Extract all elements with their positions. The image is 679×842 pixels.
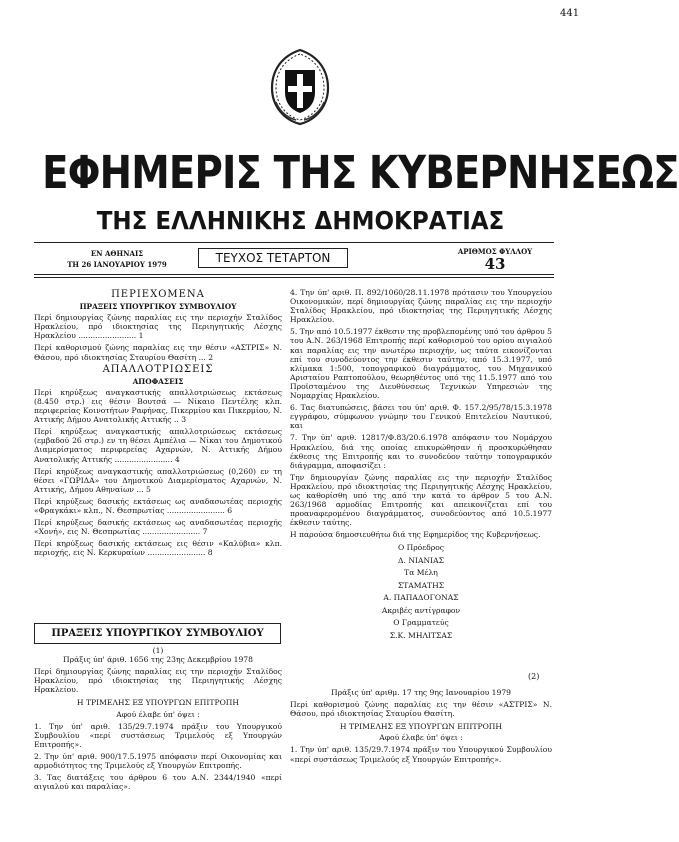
signature-block — [290, 543, 552, 640]
signature-line: Δ. ΝΙΑΝΙΑΣ — [398, 555, 444, 565]
numbered-item: 1. Την ύπ' αριθ. 135/29.7.1974 πράξιν του Υπουργικού Συμβουλίου «περί συστάσεως Τριμελούς εξ Υπουργών Επιτροπής». — [290, 745, 552, 764]
masthead-rule-bottom — [34, 274, 554, 275]
act1-subject: Περί δημιουργίας ζώνης παραλίας εις την περιοχήν Σταλίδος Ηρακλείου, πρό ιδιοκτησίας της Περιηγητικής Λέσχης Ηρακλείου. — [34, 667, 282, 695]
committee-title: Η ΤΡΙΜΕΛΗΣ ΕΞ ΥΠΟΥΡΓΩΝ ΕΠΙΤΡΟΠΗ — [339, 722, 503, 732]
gazette-title: ΕΦΗΜΕΡΙΣ ΤΗΣ ΚΥΒΕΡΝΗΣΕΩΣ — [42, 146, 679, 199]
numbered-item: 3. Τας διατάξεις του άρθρου 6 του Α.Ν. 2344/1940 «περί αιγιαλού και παραλίας». — [34, 773, 282, 792]
numbered-item: 2. Την ύπ' αριθ. 900/17.5.1975 απόφασιν περί Οικονομίας και αρμοδιότητος της Τριμελούς εξ Υπουργών Επιτροπής. — [34, 751, 282, 771]
signature-line: Ο Πρόεδρος — [397, 543, 445, 553]
paragraph: 6. Τας διατυπώσεις, βάσει του ύπ' αριθ. Φ. 157.2/95/78/15.3.1978 εγγράφου, σύμφωνον γνώμην του Γενικού Επιτελείου Ναυτικού, και — [290, 403, 552, 431]
having-in-view: Αφού έλαβε ύπ' όψει : — [116, 709, 200, 719]
signature-line: Ο Γραμματεύς — [393, 618, 449, 628]
issue-number-label: ΑΡΙΘΜΟΣ ΦΥΛΛΟΥ — [457, 247, 533, 256]
place-label: ΕΝ ΑΘΗΝΑΙΣ — [90, 249, 144, 258]
paragraph: Η παρούσα δημοσιευθήτω διά της Εφημερίδος της Κυβερνήσεως. — [290, 530, 541, 540]
contents-title: ΠΕΡΙΕΧΟΜΕΝΑ — [111, 289, 205, 300]
issue-number: 43 — [484, 255, 506, 273]
committee-title: Η ΤΡΙΜΕΛΗΣ ΕΞ ΥΠΟΥΡΓΩΝ ΕΠΙΤΡΟΠΗ — [76, 698, 240, 708]
signature-line: Α. ΠΑΠΑΔΟΓΟΝΑΣ — [383, 593, 459, 603]
expropriations-title: ΑΠΑΛΛΟΤΡΙΩΣΕΙΣ — [102, 363, 214, 375]
paragraph: 5. Την από 10.5.1977 έκθεσιν της προβλεπομένης υπό του άρθρου 5 του Α.Ν. 263/1968 Επιτροπής περί καθορισμού του ορίου αιγιαλού και παραλίας εις την ανωτέρω περιοχήν, ως ταύτα εικονίζονται επί του συνοδεύοντος την έκθεσιν ταύτην, από 15.3.1977, υπό κλίμακα 1:500, τοπογραφικού διαγράμματος, του Μηχανικού Αρισταίου Ραπτοπούλου, θεωρηθέντος υπό της 11.5.1977 από του Προϊσταμένου της Διευθύνσεως Τεχνικών Υπηρεσιών της Νομαρχίας Ηρακλείου. — [290, 327, 552, 401]
contents-item: Περί καθορισμού ζώνης παραλίας εις την θέσιν «ΑΣΤΡΙΣ» Ν. Θάσου, πρό ιδιοκτησίας Σταυρίου Θασίτη ... 2 — [34, 343, 282, 362]
expropriation-item: Περί κηρύξεως δασικής εκτάσεως ως αναδασωτέας περιοχής «Χονή», εις Ν. Θεσπρωτίας ........................ 7 — [34, 518, 282, 537]
masthead-rule-top — [34, 242, 554, 243]
paragraph: 4. Την ύπ' αριθ. Π. 892/1060/28.11.1978 πρότασιν του Υπουργείου Οικονομικών, περί δημιουργίας ζώνης παραλίας εις την περιοχήν Σταλίδος Ηρακλείου, πρό ιδιοκτησίας της Περιηγητικής Λέσχης Ηρακλείου. — [290, 288, 552, 325]
act1-number: (1) — [152, 646, 164, 655]
greek-coat-of-arms-emblem — [262, 44, 338, 126]
right-column-lower — [290, 688, 552, 767]
numbered-item: 1. Την ύπ' αριθ. 135/29.7.1974 πράξιν του Υπουργικού Συμβουλίου «περί συστάσεως Τριμελούς εξ Υπουργών Επιτροπής». — [34, 721, 282, 749]
having-in-view: Αφού έλαβε ύπ' όψει : — [379, 733, 463, 743]
left-column — [34, 288, 282, 560]
expropriation-item: Περί κηρύξεως αναγκαστικής απαλλοτριώσεως εκτάσεως (εμβαδού 26 στρ.) εν τη θέσει Αμπέλια — Νίκαι του Δημοτικού Διαμερίσματος περιφερείας Αχαρνών, Ν. Αττικής Δήμου Ανατολικής Αττικής ........................ 4 — [34, 427, 282, 464]
signature-line: Τα Μέλη — [404, 568, 438, 578]
right-column — [290, 288, 552, 643]
section-box-ministerial-council: ΠΡΑΞΕΙΣ ΥΠΟΥΡΓΙΚΟΥ ΣΥΜΒΟΥΛΙΟΥ — [34, 623, 281, 644]
act2-reference: Πράξις ύπ' αριθμ. 17 της 9ης Ιανουαρίου 1979 — [330, 688, 512, 697]
act2-subject: Περί καθορισμού ζώνης παραλίας εις την θέσιν «ΑΣΤΡΙΣ» Ν. Θάσου, πρό ιδιοκτησίας Σταυρίου Θασίτη. — [290, 700, 552, 719]
signature-line: ΣΤΑΜΑΤΗΣ — [397, 580, 445, 590]
masthead-rule-bottom-2 — [34, 277, 554, 278]
page-number: 441 — [560, 8, 580, 19]
decisions-label: ΑΠΟΦΑΣΕΙΣ — [132, 376, 184, 386]
date-label: ΤΗ 26 ΙΑΝΟΥΑΡΙΟΥ 1979 — [67, 260, 167, 269]
expropriation-item: Περί κηρύξεως δασικής εκτάσεως ως αναδασωτέας περιοχής «Φραγκάκι» κλπ., Ν. Θεσπρωτίας ........................ 6 — [34, 496, 282, 515]
expropriation-item: Περί κηρύξεως αναγκαστικής απαλλοτριώσεως (0,260) εν τη θέσει «ΓΩΡΙΔΑ» του Δημοτικού Διαμερίσματος Αχαρνών, Ν. Αττικής, Δήμου Αθηναίων ... 5 — [34, 466, 282, 494]
signature-line: Σ.Κ. ΜΗΛΙΤΣΑΣ — [389, 630, 453, 640]
left-column-lower — [34, 646, 282, 794]
paragraph: 7. Την ύπ' αριθ. 12817/Φ.83/20.6.1978 απόφασιν του Νομάρχου Ηρακλείου, διά της οποίας επικυρώθησαν ή προσκυρώθησαν έκθεσις της Επιτροπής και το συνοδεύον ταύτην τοπογραφικόν διάγραμμα, αποφασίζει : — [290, 433, 552, 470]
paragraph: Την δημιουργίαν ζώνης παραλίας εις την περιοχήν Σταλίδος Ηρακλείου, πρό ιδιοκτησίας της Περιηγητικής Λέσχης Ηρακλείου, ως καθορίσθη υπό της από την κατά το άρθρον 5 του Α.Ν. 263/1968 αρμοδίας Επιτροπής και απεικονίζεται επί του προαναφερομένου διαγράμματος, συνοδεύοντος από 10.5.1977 έκθεσιν ταύτης. — [290, 472, 552, 528]
expropriation-item: Περί κηρύξεως δασικής εκτάσεως εις θέσιν «Καλύβια» κλπ. περιοχής, εις Ν. Κερκυραίων ........................ 8 — [34, 539, 282, 558]
expropriation-item: Περί κηρύξεως αναγκαστικής απαλλοτριώσεως εκτάσεως (8.450 στρ.) εις θέσιν Βουτσά — Νίκαιο Πεντέλης κλπ. περιφερείας Κοινοτήτων Ραφήνας, Πικερμίου και Πικερμίου, Ν. Αττικής Δήμου Ανατολικής Αττικής .. 3 — [34, 387, 282, 425]
act2-number: (2) — [528, 672, 540, 681]
act1-reference: Πράξις ύπ' άριθ. 1656 της 23ης Δεκεμβρίου 1978 — [63, 655, 253, 665]
place-date — [62, 248, 172, 270]
issue-type: ΤΕΥΧΟΣ ΤΕΤΑΡΤΟΝ — [198, 248, 348, 268]
gazette-subtitle: ΤΗΣ ΕΛΛΗΝΙΚΗΣ ΔΗΜΟΚΡΑΤΙΑΣ — [96, 206, 505, 235]
signature-line: Ακριβές αντίγραφον — [381, 605, 461, 615]
contents-item: Περί δημιουργίας ζώνης παραλίας εις την περιοχήν Σταλίδος Ηρακλείου, πρό ιδιοκτησίας της Περιηγητικής Λέσχης Ηρακλείου ........................ 1 — [34, 313, 282, 341]
contents-subheading: ΠΡΑΞΕΙΣ ΥΠΟΥΡΓΙΚΟΥ ΣΥΜΒΟΥΛΙΟΥ — [79, 302, 237, 312]
